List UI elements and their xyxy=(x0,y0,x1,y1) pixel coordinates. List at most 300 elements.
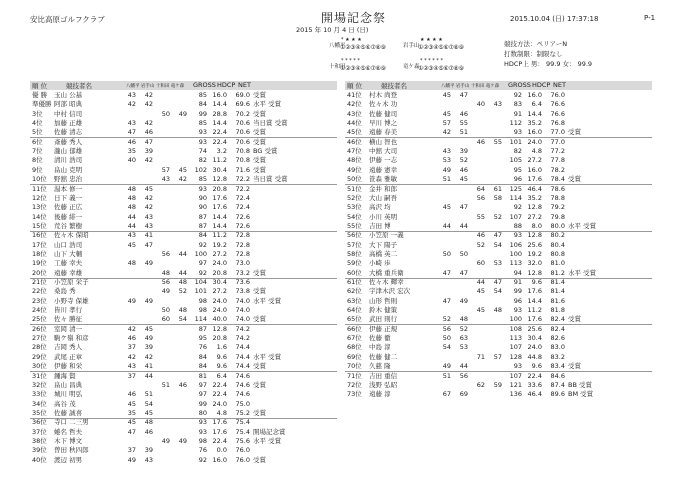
table-row xyxy=(30,437,337,446)
cell-rank: 53位 xyxy=(347,203,362,212)
cell-gross: 93 xyxy=(198,427,207,436)
cell-hdcp: 22.4 xyxy=(212,380,227,389)
table-row xyxy=(30,185,337,194)
cell-gross: 100 xyxy=(509,249,522,258)
cell-rank: 43位 xyxy=(347,109,362,118)
cell-course-1: 47 xyxy=(127,128,136,137)
cell-name: 宇津木沢 宏次 xyxy=(369,287,411,296)
cell-gross: 107 xyxy=(509,212,522,221)
cell-gross: 74 xyxy=(198,147,207,156)
table-row xyxy=(345,306,652,315)
cell-course-4: 44 xyxy=(178,268,187,277)
cell-name: 山下 大輔 xyxy=(54,249,83,258)
cell-course-2: 69 xyxy=(459,390,468,399)
cell-rank: 38位 xyxy=(32,436,47,445)
cell-course-1: 57 xyxy=(442,119,451,128)
cell-name: 佐藤 誠喜 xyxy=(54,408,83,417)
cell-course-2: 42 xyxy=(144,156,153,165)
table-row xyxy=(345,381,652,390)
cell-rank: 15位 xyxy=(32,221,47,230)
table-row xyxy=(30,409,337,418)
col-net: NET xyxy=(238,81,251,89)
cell-course-2: 47 xyxy=(459,203,468,212)
hole-row-towada: ①②③④⑤⑥⑦⑧⑨ xyxy=(340,65,386,72)
cell-net: 75.0 xyxy=(235,399,250,408)
cell-gross: 106 xyxy=(509,240,522,249)
cell-rank: 3位 xyxy=(32,109,43,118)
cell-hdcp: 20.8 xyxy=(212,184,227,193)
cell-course-4: 49 xyxy=(178,436,187,445)
table-header-left xyxy=(30,81,337,90)
cell-hdcp: 16.0 xyxy=(212,91,227,99)
table-row xyxy=(30,147,337,156)
cell-name: 工藤 幸夫 xyxy=(54,259,83,268)
cell-hdcp: 22.4 xyxy=(212,137,227,146)
cell-course-1: 54 xyxy=(442,343,451,352)
cell-course-2: 49 xyxy=(144,259,153,268)
table-row xyxy=(30,241,337,250)
cell-gross: 96 xyxy=(513,175,522,184)
cell-rank: 18位 xyxy=(32,249,47,258)
cell-course-3: 49 xyxy=(161,287,170,296)
cell-net: 77.0 xyxy=(550,137,565,146)
cell-course-1: 42 xyxy=(442,128,451,137)
cell-note: 受賞 xyxy=(253,315,266,324)
cell-gross: 93 xyxy=(198,128,207,137)
cell-note: 水平 受賞 xyxy=(568,221,597,230)
table-row xyxy=(345,138,652,147)
cell-net: 80.2 xyxy=(550,231,565,240)
cell-course-1: 43 xyxy=(127,119,136,128)
cell-note: 水平 受賞 xyxy=(253,100,282,109)
cell-course-1: 48 xyxy=(127,259,136,268)
cell-course-1: 46 xyxy=(127,390,136,399)
cell-course-3: 52 xyxy=(476,240,485,249)
pin-marks-iwatesan: ★ ★ ★ ★ xyxy=(420,37,443,43)
cell-name: 佐藤 正広 xyxy=(54,203,83,212)
table-row xyxy=(30,381,337,390)
cell-net: 72.8 xyxy=(235,231,250,240)
page-number: P-1 xyxy=(644,14,656,22)
cell-course-1: 37 xyxy=(127,446,136,455)
cell-name: 浅野 弘昭 xyxy=(369,380,398,389)
club-name: 安比高原ゴルフクラブ xyxy=(30,15,105,24)
cell-rank: 58位 xyxy=(347,249,362,258)
cell-net: 70.6 xyxy=(235,128,250,137)
col-hdcp: HDCP xyxy=(532,81,551,89)
cell-hdcp: 25.6 xyxy=(527,240,542,249)
cell-gross: 82 xyxy=(198,156,207,165)
cell-name: 小川 英明 xyxy=(369,212,398,221)
cell-gross: 93 xyxy=(513,128,522,137)
cell-rank: 27位 xyxy=(32,334,47,343)
cell-hdcp: 22.4 xyxy=(212,390,227,399)
cell-gross: 82 xyxy=(513,147,522,156)
cell-course-1: 44 xyxy=(127,221,136,230)
cell-net: 82.6 xyxy=(550,334,565,343)
table-row xyxy=(345,297,652,306)
cell-course-2: 45 xyxy=(144,408,153,417)
cell-hdcp: 24.0 xyxy=(527,343,542,352)
table-row xyxy=(345,287,652,296)
cell-name: 遠藤 淳 xyxy=(369,390,391,399)
cell-net: 82.4 xyxy=(550,315,565,324)
cell-course-1: 53 xyxy=(442,156,451,165)
cell-name: 日下 義一 xyxy=(54,193,83,202)
cell-name: 寺口 二三男 xyxy=(54,418,89,427)
cell-net: 80.8 xyxy=(550,249,565,258)
cell-hdcp: 6.4 xyxy=(531,100,542,109)
table-row xyxy=(345,372,652,381)
cell-hdcp: 24.0 xyxy=(212,296,227,305)
cell-hdcp: 24.0 xyxy=(527,137,542,146)
cell-name: 早川 博之 xyxy=(369,119,398,128)
cell-course-2: 42 xyxy=(144,91,153,99)
cell-rank: 19位 xyxy=(32,259,47,268)
cell-course-1: 35 xyxy=(127,408,136,417)
cell-net: 74.6 xyxy=(235,371,250,380)
cell-net: 89.6 xyxy=(550,390,565,399)
cell-gross: 114 xyxy=(509,193,522,202)
cell-net: 80.4 xyxy=(550,240,565,249)
cell-name: 大山 嗣吾 xyxy=(369,193,398,202)
cell-rank: 51位 xyxy=(347,184,362,193)
cell-course-4: 54 xyxy=(493,240,502,249)
cell-gross: 98 xyxy=(198,306,207,315)
cell-course-2: 46 xyxy=(459,109,468,118)
cell-name: 久慈 隆 xyxy=(369,362,391,371)
cell-course-1: 43 xyxy=(127,362,136,371)
cell-course-2: 48 xyxy=(144,418,153,427)
cell-rank: 45位 xyxy=(347,128,362,137)
cell-rank: 61位 xyxy=(347,278,362,286)
pin-marks-hachimantai: * ★ ★ ★ xyxy=(341,37,362,43)
cell-gross: 99 xyxy=(198,109,207,118)
cell-course-4: 47 xyxy=(493,278,502,286)
cell-hdcp: 12.8 xyxy=(212,175,227,184)
cell-name: 加藤 正雄 xyxy=(54,119,83,128)
cell-gross: 97 xyxy=(198,259,207,268)
cell-net: 83.0 xyxy=(550,343,565,352)
cell-name: 皆川 孝行 xyxy=(54,306,83,315)
course-label-towada: 十和田 xyxy=(329,64,346,70)
cell-note: BM 受賞 xyxy=(568,390,594,399)
cell-rank: 70位 xyxy=(347,362,362,371)
cell-hdcp: 46.4 xyxy=(527,184,542,193)
col-rank: 順 位 xyxy=(32,82,48,90)
cell-name: 後藤 緋一 xyxy=(54,212,83,221)
cell-net: 74.2 xyxy=(235,324,250,333)
cell-net: 84.6 xyxy=(550,371,565,380)
cell-course-4: 44 xyxy=(178,249,187,258)
cell-course-2: 55 xyxy=(459,119,468,128)
cell-gross: 128 xyxy=(509,352,522,361)
cell-course-1: 35 xyxy=(127,147,136,156)
cell-course-2: 47 xyxy=(144,240,153,249)
cell-name: 大橋 重兵衛 xyxy=(369,268,404,277)
cell-course-1: 48 xyxy=(127,184,136,193)
cell-hdcp: 0.0 xyxy=(216,446,227,455)
cell-name: 横山 智也 xyxy=(369,137,398,146)
table-header-right xyxy=(345,81,652,90)
cell-rank: 73位 xyxy=(347,390,362,399)
cell-course-2: 41 xyxy=(144,362,153,371)
cell-gross: 100 xyxy=(509,315,522,324)
cell-gross: 92 xyxy=(198,240,207,249)
cell-gross: 92 xyxy=(198,455,207,464)
cell-hdcp: 24.0 xyxy=(212,306,227,315)
cell-gross: 99 xyxy=(198,399,207,408)
cell-gross: 76 xyxy=(198,343,207,352)
cell-net: 76.8 xyxy=(550,119,565,128)
table-row xyxy=(345,325,652,334)
cell-note: BB 受賞 xyxy=(568,380,592,389)
cell-course-3: 56 xyxy=(161,249,170,258)
table-row xyxy=(30,400,337,409)
cell-net: 74.0 xyxy=(235,296,250,305)
cell-hdcp: 17.6 xyxy=(527,315,542,324)
cell-course-3: 43 xyxy=(161,175,170,184)
cell-hdcp: 8.0 xyxy=(531,221,542,230)
cell-name: 山形 哲則 xyxy=(369,296,398,305)
cell-gross: 97 xyxy=(198,390,207,399)
table-row xyxy=(345,91,652,100)
cell-hdcp: 33.6 xyxy=(527,380,542,389)
cell-rank: 36位 xyxy=(32,418,47,427)
cell-note: 受賞 xyxy=(568,175,581,184)
cell-gross: 85 xyxy=(198,175,207,184)
cell-course-2: 49 xyxy=(144,334,153,343)
cell-course-2: 43 xyxy=(144,212,153,221)
cell-net: 70.6 xyxy=(235,137,250,146)
cell-course-3: 56 xyxy=(161,278,170,286)
cell-gross: 95 xyxy=(513,165,522,174)
cell-hdcp: 4.8 xyxy=(531,147,542,156)
rule-stroke-limit: 打数制限：制限なし xyxy=(504,50,563,58)
cell-net: 73.2 xyxy=(235,268,250,277)
table-row xyxy=(30,428,337,437)
cell-course-2: 49 xyxy=(144,296,153,305)
cell-net: 77.8 xyxy=(550,156,565,165)
cell-name: 佐々木 功 xyxy=(369,100,398,109)
cell-rank: 67位 xyxy=(347,334,362,343)
cell-name: 佐々木 保昭 xyxy=(54,231,89,240)
cell-course-2: 43 xyxy=(144,221,153,230)
cell-gross: 87 xyxy=(198,324,207,333)
cell-net: 71.6 xyxy=(235,165,250,174)
cell-course-1: 44 xyxy=(442,221,451,230)
cell-hdcp: 16.0 xyxy=(212,455,227,464)
cell-hdcp: 11.2 xyxy=(212,156,227,165)
cell-hdcp: 20.8 xyxy=(212,268,227,277)
col-net: NET xyxy=(553,81,566,89)
cell-hdcp: 44.8 xyxy=(527,352,542,361)
cell-course-2: 53 xyxy=(459,343,468,352)
cell-gross: 93 xyxy=(198,418,207,427)
cell-course-3: 64 xyxy=(476,184,485,193)
cell-hdcp: 35.2 xyxy=(527,193,542,202)
table-row xyxy=(345,343,652,352)
cell-course-1: 48 xyxy=(127,203,136,212)
course-label-iwatesan: 岩手山 xyxy=(403,43,420,49)
cell-hdcp: 12.8 xyxy=(212,324,227,333)
cell-course-2: 56 xyxy=(459,371,468,380)
cell-hdcp: 9.6 xyxy=(216,362,227,371)
cell-rank: 12位 xyxy=(32,193,47,202)
cell-rank: 31位 xyxy=(32,371,47,380)
cell-name: 高橋 英二 xyxy=(369,249,398,258)
table-row xyxy=(345,185,652,194)
cell-course-2: 45 xyxy=(459,175,468,184)
cell-course-4: 52 xyxy=(178,287,187,296)
table-row xyxy=(345,231,652,240)
cell-course-1: 37 xyxy=(127,343,136,352)
cell-gross: 96 xyxy=(513,296,522,305)
table-row xyxy=(345,147,652,156)
cell-name: 畠山 克明 xyxy=(54,165,83,174)
cell-name: 城川 明弘 xyxy=(54,390,83,399)
cell-net: 78.6 xyxy=(550,184,565,193)
cell-course-2: 42 xyxy=(144,119,153,128)
cell-rank: 24位 xyxy=(32,306,47,315)
cell-name: 武尾 正章 xyxy=(54,352,83,361)
table-row xyxy=(30,194,337,203)
cell-gross: 92 xyxy=(198,268,207,277)
cell-rank: 29位 xyxy=(32,352,47,361)
cell-course-1: 47 xyxy=(442,296,451,305)
table-row xyxy=(345,194,652,203)
cell-course-2: 52 xyxy=(459,156,468,165)
cell-course-1: 50 xyxy=(442,249,451,258)
cell-gross: 107 xyxy=(509,343,522,352)
cell-net: 74.4 xyxy=(235,343,250,352)
cell-hdcp: 27.2 xyxy=(212,287,227,296)
cell-net: 72.2 xyxy=(235,175,250,184)
cell-course-1: 51 xyxy=(442,371,451,380)
cell-course-4: 49 xyxy=(178,109,187,118)
cell-rank: 10位 xyxy=(32,175,47,184)
cell-hdcp: 17.6 xyxy=(212,427,227,436)
cell-course-1: 48 xyxy=(127,193,136,202)
table-row xyxy=(30,297,337,306)
table-row xyxy=(30,138,337,147)
table-row xyxy=(345,241,652,250)
cell-course-2: 46 xyxy=(144,128,153,137)
cell-net: 75.2 xyxy=(235,408,250,417)
cell-course-2: 39 xyxy=(144,446,153,455)
cell-net: 76.0 xyxy=(550,91,565,99)
cell-hdcp: 14.4 xyxy=(527,296,542,305)
cell-gross: 114 xyxy=(194,315,207,324)
cell-hdcp: 20.8 xyxy=(212,334,227,343)
col-rank: 順 位 xyxy=(347,82,363,90)
cell-course-3: 60 xyxy=(161,315,170,324)
cell-course-4: 58 xyxy=(493,193,502,202)
hole-row-iwatesan: ①②③④⑤⑥⑦⑧⑨ xyxy=(418,44,464,51)
cell-rank: 34位 xyxy=(32,399,47,408)
cell-rank: 22位 xyxy=(32,287,47,296)
cell-name: 木下 博文 xyxy=(54,436,83,445)
cell-name: 畠山 昌典 xyxy=(54,380,83,389)
cell-rank: 9位 xyxy=(32,165,43,174)
cell-name: 瀧山 郁雄 xyxy=(54,147,83,156)
cell-course-2: 45 xyxy=(144,324,153,333)
cell-course-2: 42 xyxy=(144,100,153,109)
cell-hdcp: 9.6 xyxy=(531,278,542,286)
cell-rank: 72位 xyxy=(347,380,362,389)
cell-course-2: 51 xyxy=(459,128,468,137)
cell-rank: 65位 xyxy=(347,315,362,324)
cell-gross: 90 xyxy=(198,193,207,202)
cell-course-1: 52 xyxy=(442,315,451,324)
cell-gross: 87 xyxy=(198,221,207,230)
cell-hdcp: 30.4 xyxy=(212,165,227,174)
cell-net: 72.8 xyxy=(235,249,250,258)
table-row xyxy=(345,353,652,362)
cell-hdcp: 17.6 xyxy=(212,418,227,427)
cell-course-1: 67 xyxy=(442,390,451,399)
cell-rank: 60位 xyxy=(347,268,362,277)
cell-name: 中舘 大司 xyxy=(369,147,398,156)
cell-course-3: 55 xyxy=(476,212,485,221)
table-row xyxy=(30,390,337,399)
cell-net: 81.0 xyxy=(550,259,565,268)
table-row xyxy=(30,456,337,465)
cell-course-2: 46 xyxy=(459,165,468,174)
table-row xyxy=(345,278,652,287)
cell-gross: 94 xyxy=(513,268,522,277)
cell-name: 高沢 均 xyxy=(369,203,391,212)
cell-name: 野舘 忠治 xyxy=(54,175,83,184)
cell-rank: 54位 xyxy=(347,212,362,221)
cell-note: 受賞 xyxy=(568,362,581,371)
cell-name: 金井 和郎 xyxy=(369,184,398,193)
cell-course-1: 42 xyxy=(127,324,136,333)
cell-gross: 84 xyxy=(198,100,207,109)
cell-course-1: 47 xyxy=(127,427,136,436)
cell-net: 79.8 xyxy=(550,212,565,221)
table-row xyxy=(345,334,652,343)
cell-gross: 81 xyxy=(198,371,207,380)
table-row xyxy=(30,156,337,165)
cell-course-1: 45 xyxy=(127,418,136,427)
table-row xyxy=(345,390,652,399)
cell-name: 阿部 昭典 xyxy=(54,100,83,109)
cell-net: 70.8 xyxy=(235,156,250,165)
table-row xyxy=(30,287,337,296)
table-row xyxy=(30,231,337,240)
cell-rank: 46位 xyxy=(347,137,362,146)
cell-rank: 30位 xyxy=(32,362,47,371)
cell-course-3: 57 xyxy=(161,165,170,174)
cell-net: 82.4 xyxy=(550,324,565,333)
cell-hdcp: 1.6 xyxy=(216,343,227,352)
cell-hdcp: 14.4 xyxy=(212,221,227,230)
cell-course-3: 49 xyxy=(161,436,170,445)
col-courses: 八幡平 岩手山 十和田 竜ケ森 xyxy=(126,84,185,89)
cell-course-1: 43 xyxy=(442,147,451,156)
cell-course-1: 45 xyxy=(442,91,451,99)
cell-name: 玉山 公基 xyxy=(54,91,83,99)
cell-course-4: 45 xyxy=(178,165,187,174)
cell-net: 73.0 xyxy=(235,259,250,268)
cell-net: 78.4 xyxy=(550,175,565,184)
cell-name: 笹森 雅敏 xyxy=(369,175,398,184)
cell-course-1: 46 xyxy=(127,334,136,343)
table-row xyxy=(30,334,337,343)
cell-net: 70.2 xyxy=(235,109,250,118)
course-label-hachimantai: 八幡平 xyxy=(329,43,346,49)
